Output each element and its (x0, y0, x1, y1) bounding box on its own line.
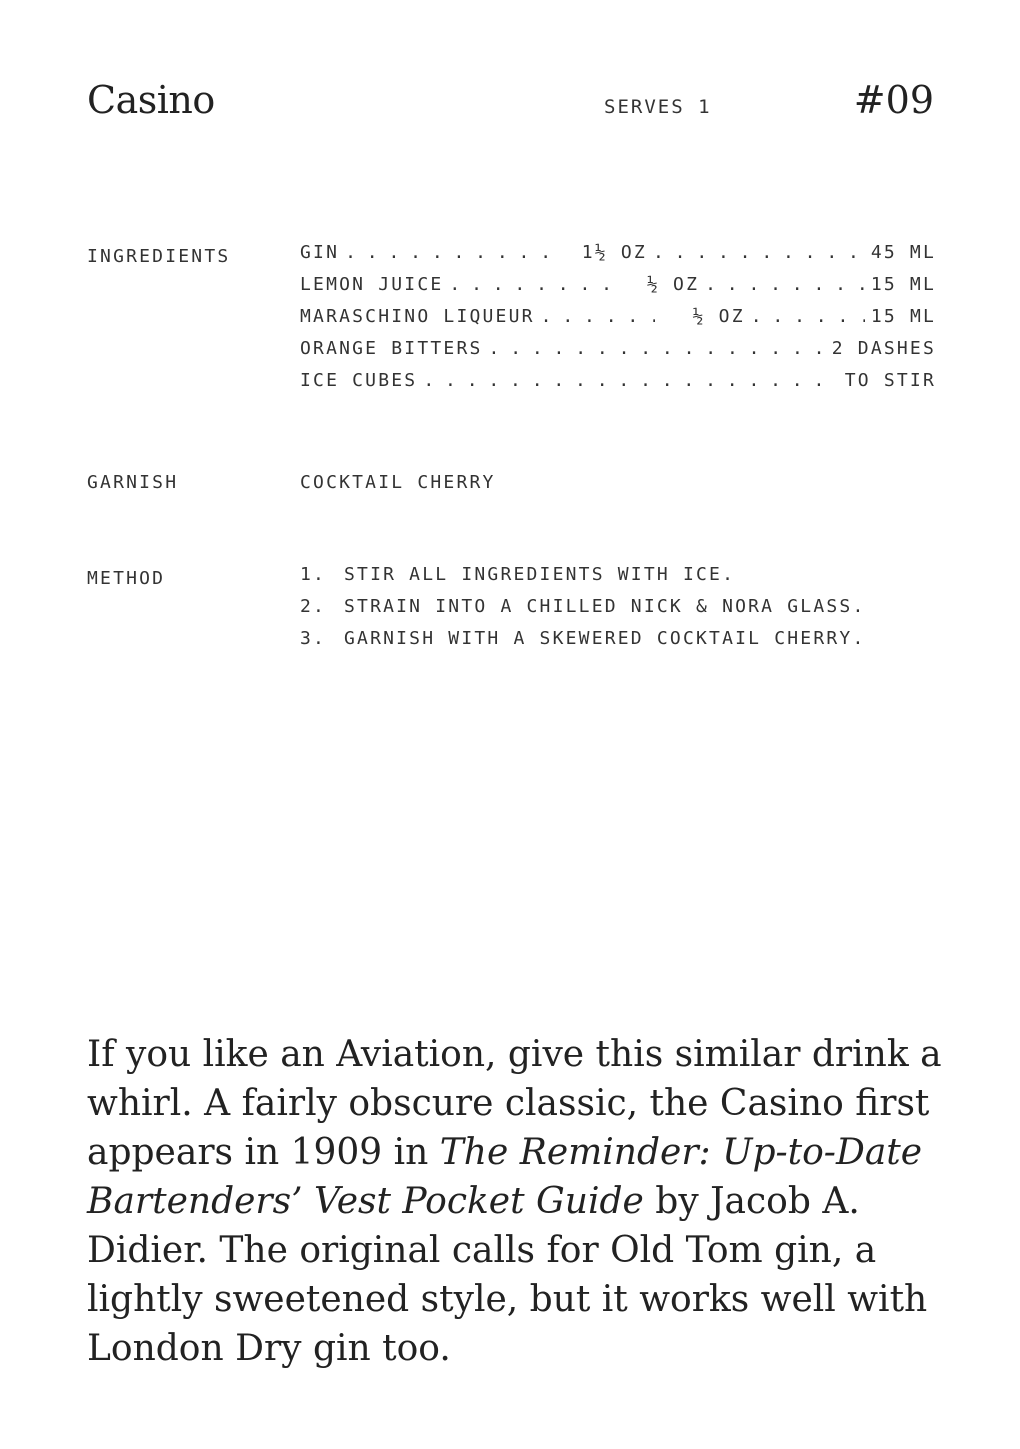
step-number: 2. (300, 596, 327, 617)
recipe-title: Casino (87, 78, 215, 122)
ingredient-ml: 15 ML (870, 306, 937, 327)
step-number: 1. (300, 564, 327, 585)
ingredients-list (300, 242, 936, 402)
ingredient-name: LEMON JUICE (300, 274, 444, 295)
step-text: STRAIN INTO A CHILLED NICK & NORA GLASS. (344, 596, 866, 617)
step-text: GARNISH WITH A SKEWERED COCKTAIL CHERRY. (344, 628, 866, 649)
garnish-label: GARNISH (87, 472, 179, 493)
recipe-number: #09 (853, 78, 934, 122)
ingredient-oz: 1½ OZ (581, 242, 647, 263)
serves-label: SERVES 1 (604, 96, 712, 118)
ingredient-name: ICE CUBES (300, 370, 418, 391)
description-text: by Jacob A. Didier. The original calls for Old Tom gin, a lightly sweetened style, but it works well with London Dry gin too. (87, 1181, 928, 1369)
ingredients-label: INGREDIENTS (87, 246, 231, 267)
ingredient-row (300, 242, 936, 274)
method-step (300, 596, 936, 628)
ingredient-row (300, 274, 936, 306)
ingredient-name: MARASCHINO LIQUEUR (300, 306, 535, 327)
ingredient-oz: ½ OZ (646, 274, 700, 295)
book-title: The Reminder: Up-to-Date Bartenders’ Vest Pocket Guide (87, 1132, 923, 1222)
method-step (300, 628, 936, 660)
method-list (300, 564, 936, 660)
garnish-value: COCKTAIL CHERRY (300, 472, 496, 493)
description-text: If you like an Aviation, give this similar drink a whirl. A fairly obscure classic, the Casino first appears in 1909 in (87, 1034, 942, 1173)
ingredient-name: ORANGE BITTERS (300, 338, 483, 359)
ingredient-amount: 2 DASHES (831, 338, 936, 359)
ingredient-oz: ½ OZ (692, 306, 745, 327)
ingredient-row (300, 370, 936, 402)
ingredient-ml: 15 ML (870, 274, 936, 295)
ingredient-row (300, 306, 936, 338)
ingredient-row (300, 338, 936, 370)
step-number: 3. (300, 628, 327, 649)
description-paragraph (87, 1030, 947, 1373)
ingredient-ml: 45 ML (870, 242, 936, 263)
ingredient-name: GIN (300, 242, 340, 263)
method-label: METHOD (87, 568, 166, 589)
ingredient-amount: TO STIR (844, 370, 936, 391)
method-step (300, 564, 936, 596)
step-text: STIR ALL INGREDIENTS WITH ICE. (344, 564, 736, 585)
